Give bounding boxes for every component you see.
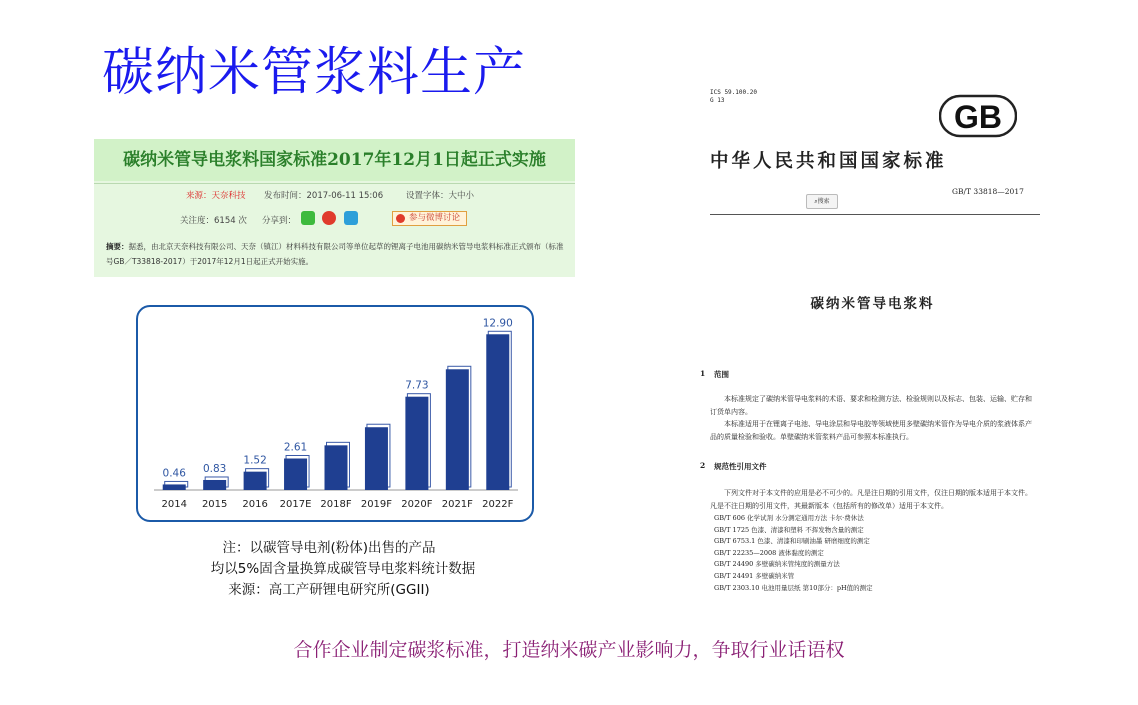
bar — [203, 480, 226, 490]
std-reference-list — [714, 513, 873, 594]
bar — [284, 458, 307, 490]
news-share-label: 分享到： — [262, 216, 297, 226]
news-views: 关注度：6154 次 — [180, 216, 247, 226]
news-publish-time: 发布时间：2017-06-11 15:06 — [264, 191, 384, 201]
wechat-icon[interactable] — [301, 211, 315, 225]
std-ics: ICS 59.100.20 — [710, 89, 757, 96]
std-reference-item: GB/T 22235—2008 液体黏度的测定 — [714, 548, 824, 557]
market-chart-frame — [136, 305, 534, 522]
bar — [365, 427, 388, 490]
bar-data-label: 12.90 — [482, 317, 513, 330]
bar — [244, 472, 267, 490]
qq-icon[interactable] — [344, 211, 358, 225]
x-tick-label: 2018F — [320, 499, 352, 510]
market-bar-chart — [138, 307, 532, 520]
bar-data-label: 1.52 — [243, 454, 267, 467]
national-standard-document — [700, 85, 1045, 605]
bar-data-label: 0.46 — [162, 467, 186, 480]
bar — [325, 445, 348, 490]
std-reference-item: GB/T 24490 多壁碳纳米管纯度的测量方法 — [714, 560, 840, 569]
x-tick-label: 2014 — [161, 499, 187, 510]
std-reference-item: GB/T 2303.10 电池用量层纸 第10部分：pH值的测定 — [714, 583, 873, 592]
search-button[interactable]: ⌕搜索 — [806, 194, 838, 209]
std-sec1-para1: 本标准规定了碳纳米管导电浆料的术语、要求和检测方法、检验规则以及标志、包装、运输、贮存和订货单内容。 — [710, 395, 1032, 416]
news-source: 来源：天奈科技 — [186, 191, 246, 201]
bar — [163, 484, 186, 490]
weibo-icon[interactable] — [322, 211, 336, 225]
search-icon: ⌕ — [814, 198, 818, 205]
slide-title: 碳纳米管浆料生产 — [102, 43, 527, 103]
std-sec1-para2: 本标准适用于在锂离子电池、导电涂层和导电胶等领域使用多壁碳纳米管作为导电介质的浆液体系产品的质量检验和验收。单壁碳纳米管浆料产品可参照本标准执行。 — [710, 420, 1032, 441]
news-summary: 摘要：据悉，由北京天奈科技有限公司、天奈（镇江）材料科技有限公司等单位起草的锂离子电池用碳纳米管导电浆料标准正式颁布（标准号GB／T33818-2017）于2017年12月1日起正式开始实施。 — [106, 242, 564, 266]
gb-logo — [939, 94, 1017, 138]
std-reference-item: GB/T 24491 多壁碳纳米管 — [714, 571, 795, 580]
x-tick-label: 2020F — [401, 499, 433, 510]
weibo-discuss-icon — [396, 214, 405, 223]
std-rule — [710, 214, 1040, 215]
std-sec2-number: 2 — [700, 461, 706, 470]
news-divider — [94, 183, 575, 184]
bar-data-label: 0.83 — [202, 462, 227, 475]
news-font-size-setting[interactable]: 设置字体：大中小 — [406, 191, 475, 201]
news-headline: 碳纳米管导电浆料国家标准2017年12月1日起正式实施 — [94, 139, 575, 181]
strategy-statement: 合作企业制定碳浆标准，打造纳米碳产业影响力，争取行业话语权 — [293, 639, 845, 661]
bar-data-label: 7.73 — [405, 379, 429, 392]
std-sec2-para1: 下列文件对于本文件的应用是必不可少的。凡是注日期的引用文件，仅注日期的版本适用于本文件。凡是不注日期的引用文件，其最新版本（包括所有的修改单）适用于本文件。 — [710, 489, 1032, 510]
x-tick-label: 2017E — [279, 499, 312, 510]
bar-data-label: 2.61 — [283, 441, 308, 454]
x-tick-label: 2019F — [360, 499, 393, 510]
std-code: GB/T 33818—2017 — [952, 187, 1024, 196]
x-tick-label: 2021F — [441, 499, 473, 510]
std-document-title: 碳纳米管导电浆料 — [810, 296, 935, 312]
x-tick-label: 2016 — [242, 499, 268, 510]
std-reference-item: GB/T 1725 色漆、清漆和塑料 不挥发物含量的测定 — [714, 525, 864, 534]
std-sec2-title: 规范性引用文件 — [714, 462, 767, 471]
news-clipping — [94, 139, 575, 277]
chart-note-2: 均以5%固含量换算成碳管导电浆料统计数据 — [210, 561, 476, 577]
std-organization: 中华人民共和国国家标准 — [710, 151, 947, 172]
weibo-discuss-button[interactable]: 参与微博讨论 — [392, 211, 467, 226]
std-reference-item: GB/T 606 化学试剂 水分测定通用方法 卡尔·费休法 — [714, 514, 864, 522]
std-reference-item: GB/T 6753.1 色漆、清漆和印刷油墨 研磨细度的测定 — [714, 537, 870, 546]
chart-note-1: 注：以碳管导电剂(粉体)出售的产品 — [222, 540, 436, 556]
x-tick-label: 2022F — [482, 499, 514, 510]
chart-source-note: 来源：高工产研锂电研究所(GGII) — [228, 582, 430, 598]
std-sec1-title: 范围 — [714, 370, 729, 379]
svg-text:GB: GB — [954, 99, 1002, 135]
bar — [405, 397, 428, 490]
bar — [446, 369, 469, 490]
bar — [486, 334, 509, 490]
x-tick-label: 2015 — [201, 499, 228, 510]
std-sec1-number: 1 — [700, 369, 706, 378]
std-class: G 13 — [710, 97, 725, 104]
